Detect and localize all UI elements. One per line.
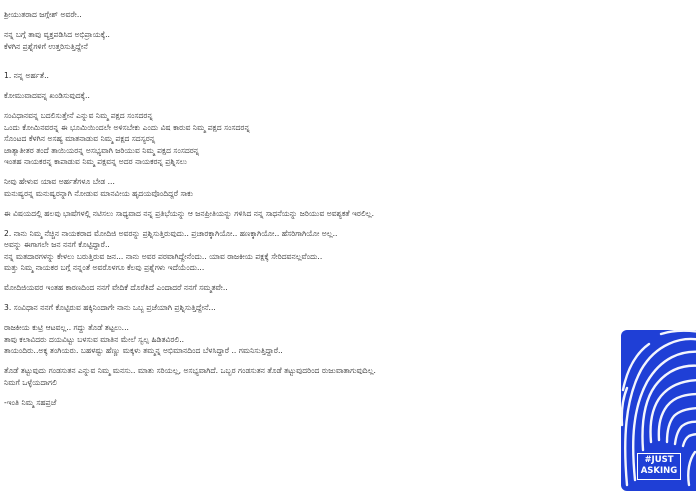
text-line: ತಾಯಂದಿರು..ಅಕ್ಕ ತಂಗಿಯರು. ಬಹಳಷ್ಟು ಹೆಣ್ಣು ಮಕ್ಕಳು ತಮ್ಮನ್ನ ಅಭಿಮಾನದಿಂದ ಬೆಳಸಿದ್ದಾರೆ .. ಗಮನಿಸುತ್ತಿದ್ದಾರೆ.. <box>4 346 283 355</box>
text-line: ಮೋದಿಜಿಯವರ ಇಂತಹ ಕಾರಣದಿಂದ ನನಗೆ ವೇದಿಕೆ ದೊರೆತಿದೆ ಎಂದಾದರೆ ನನಗೆ ಸಮ್ಮತವೇ.. <box>4 283 228 292</box>
text-line: ಜಾತ್ಯಾತೀತರ ತಂದೆ ತಾಯಿಯರನ್ನ ಅಸಭ್ಯವಾಗಿ ಜರಿಯುವ ನಿಮ್ಮ ಪಕ್ಷದ ಸಂಸದರನ್ನ <box>4 145 200 155</box>
text-line: ನಿಮಗೆ ಒಳ್ಳೆಯದಾಗಲಿ <box>4 377 57 387</box>
text-line: ಈ ವಿಷಯದಲ್ಲಿ ಹಲವು ಭಾಷೆಗಳಲ್ಲಿ ನಟಿಸಲು ಸಾಧ್ಯವಾದ ನನ್ನ ಪ್ರತಿಭೆಯನ್ನು ಆ ಜನಪ್ರೀತಿಯನ್ನು ಗಳಿಸಿದ ನನ್ನ ಸಾಧನೆಯನ್ನು ಜರಿಯುವ ಅವಶ್ಯಕತೆ ಇರಲಿಲ್ಲ. <box>4 208 375 218</box>
text-line: ರಾಜಕೀಯ ಕುಟ್ರಿ ಆಟವಲ್ಲ.. ಗದ್ದು ತೊಡೆ ತಟ್ಟಲು... <box>4 323 129 332</box>
signature-line: -ಇಂತಿ ನಿಮ್ಮ ಸಹಪ್ರಜೆ <box>4 397 57 407</box>
text-line: ತೊಡೆ ತಟ್ಟುವುದು ಗಂಡಸುತನ ಎನ್ನುವ ನಿಮ್ಮ ಮನಸು.. ಮಾತು ಸರಿಯಲ್ಲ, ಅಸಭ್ಯವಾಗಿದೆ. ಒಬ್ಬರ ಗಂಡಸುತನ ತೊಡೆ ತಟ್ಟುವುದರಿಂದ ರುಜುವಾತಾಗುವುದಿಲ್ಲ. <box>4 366 376 375</box>
text-line: ಮತ್ತು ನಿಮ್ಮ ನಾಯಕರ ಬಗ್ಗೆ ನನ್ನಂತೆ ಅವರೊಳಗೂ ಕೆಲವು ಪ್ರಶ್ನೆಗಳು ಇದೆಯೆಂದು... <box>4 263 205 272</box>
letter-body <box>4 9 604 408</box>
text-line: ಸೊಂಟದ ಕೆಳಗಿನ ಅಸಹ್ಯ ಮಾತನಾಡುವ ನಿಮ್ಮ ಪಕ್ಷದ ಸದಸ್ಯರನ್ನ <box>4 134 156 143</box>
text-line: ನನ್ನ ಮತದಾರಗಳನ್ನು ಕೇಳಲು ಬರುತ್ತಿರುವ ಜನ... ನಾನು ಅವರ ಪರವಾಗಿದ್ದೇನೆಂದು.. ಯಾವ ರಾಜಕೀಯ ಪಕ್ಷಕ್ಕೆ ಸೇರಿದವನಲ್ಲವೆಂದು.. <box>4 251 323 261</box>
text-line: ತಾವು ಕಲಾವಿದರು ದಯವಿಟ್ಟು ಬಳಸುವ ಮಾತಿನ ಮೇಲೆ ಸ್ವಲ್ಪ ಹಿಡಿತವಿರಲಿ.. <box>4 334 185 344</box>
section-heading-3: 3. ಸಂವಿಧಾನ ನನಗೆ ಕೊಟ್ಟಿರುವ ಹಕ್ಕಿನಿಂದಾಗೇ ನಾನು ಒಬ್ಬ ಪ್ರಜೆಯಾಗಿ ಪ್ರಶ್ನಿಸುತ್ತಿದ್ದೇನೆ... <box>4 303 216 312</box>
text-line: ಅವನ್ನು ಈಗಾಗಲೇ ಜನ ನನಗೆ ಕೊಟ್ಟಿದ್ದಾರೆ.. <box>4 240 110 249</box>
section-heading-1: 1. ನನ್ನ ಅರ್ಹತೆ.. <box>4 71 49 80</box>
badge-line-1: #JUST <box>644 455 674 465</box>
text-line: ನೀವು ಹೇಳುವ ಯಾವ ಅರ್ಹತೆಗಳೂ ಬೇಡ ... <box>4 177 115 186</box>
text-line: ಕೋಮುವಾದವನ್ನ ಖಂಡಿಸುವುದಕ್ಕೆ.. <box>4 91 90 100</box>
salutation: ಶ್ರೀಯುತರಾದ ಜಗ್ಗೇಶ್ ಅವರೇ.. <box>4 10 82 19</box>
text-line: ನನ್ನ ಬಗ್ಗೆ ತಾವು ವ್ಯಕ್ತಪಡಿಸಿದ ಅಭಿಪ್ರಾಯಕ್ಕೆ.. <box>4 30 110 39</box>
just-asking-label <box>637 453 681 480</box>
badge-line-2: ASKING <box>640 465 678 476</box>
text-line: ಇಂತಹ ನಾಯಕರನ್ನ ಕಾಪಾಡುವ ನಿಮ್ಮ ಪಕ್ಷವನ್ನ ಅದರ ನಾಯಕರನ್ನ ಪ್ರಶ್ನಿಸಲು <box>4 157 187 166</box>
text-line: ಕೆಳಗಿನ ಪ್ರಶ್ನೆಗಳಿಗೆ ಉತ್ತರಿಸುತ್ತಿದ್ದೇನೆ <box>4 41 88 51</box>
text-line: ಸಂವಿಧಾನವನ್ನ ಬದಲಿಸುತ್ತೇನೆ ಎನ್ನುವ ನಿಮ್ಮ ಪಕ್ಷದ ಸಂಸದರನ್ನ <box>4 111 153 120</box>
just-asking-badge <box>621 330 696 491</box>
section-heading-2: 2. ನಾನು ನಿಮ್ಮ ನೆಚ್ಚಿನ ನಾಯಕರಾದ ಮೋದಿಜಿ ಅವರನ್ನು ಪ್ರಶ್ನಿಸುತ್ತಿರುವುದು.. ಪ್ರಚಾರಕ್ಕಾಗಿಯೋ.. ಹಣಕ್ಕಾಗಿಯೋ.. ಹೆಸರಿಗಾಗಿಯೋ ಅಲ್ಲ.. <box>4 228 338 238</box>
text-line: ಒಂದು ಕೋಮಿನವರನ್ನ ಈ ಭೂಮಿಯಿಂದಲೇ ಅಳಿಸಬೇಕು ಎಂದು ವಿಷ ಕಾರುವ ನಿಮ್ಮ ಪಕ್ಷದ ಸಂಸದರನ್ನ <box>4 122 250 132</box>
text-line: ಮನುಷ್ಯರನ್ನ ಮನುಷ್ಯರನ್ನಾಗಿ ನೋಡುವ ಮಾನವೀಯ ಹೃದಯವೊಂದಿದ್ದರೆ ಸಾಕು <box>4 188 194 198</box>
